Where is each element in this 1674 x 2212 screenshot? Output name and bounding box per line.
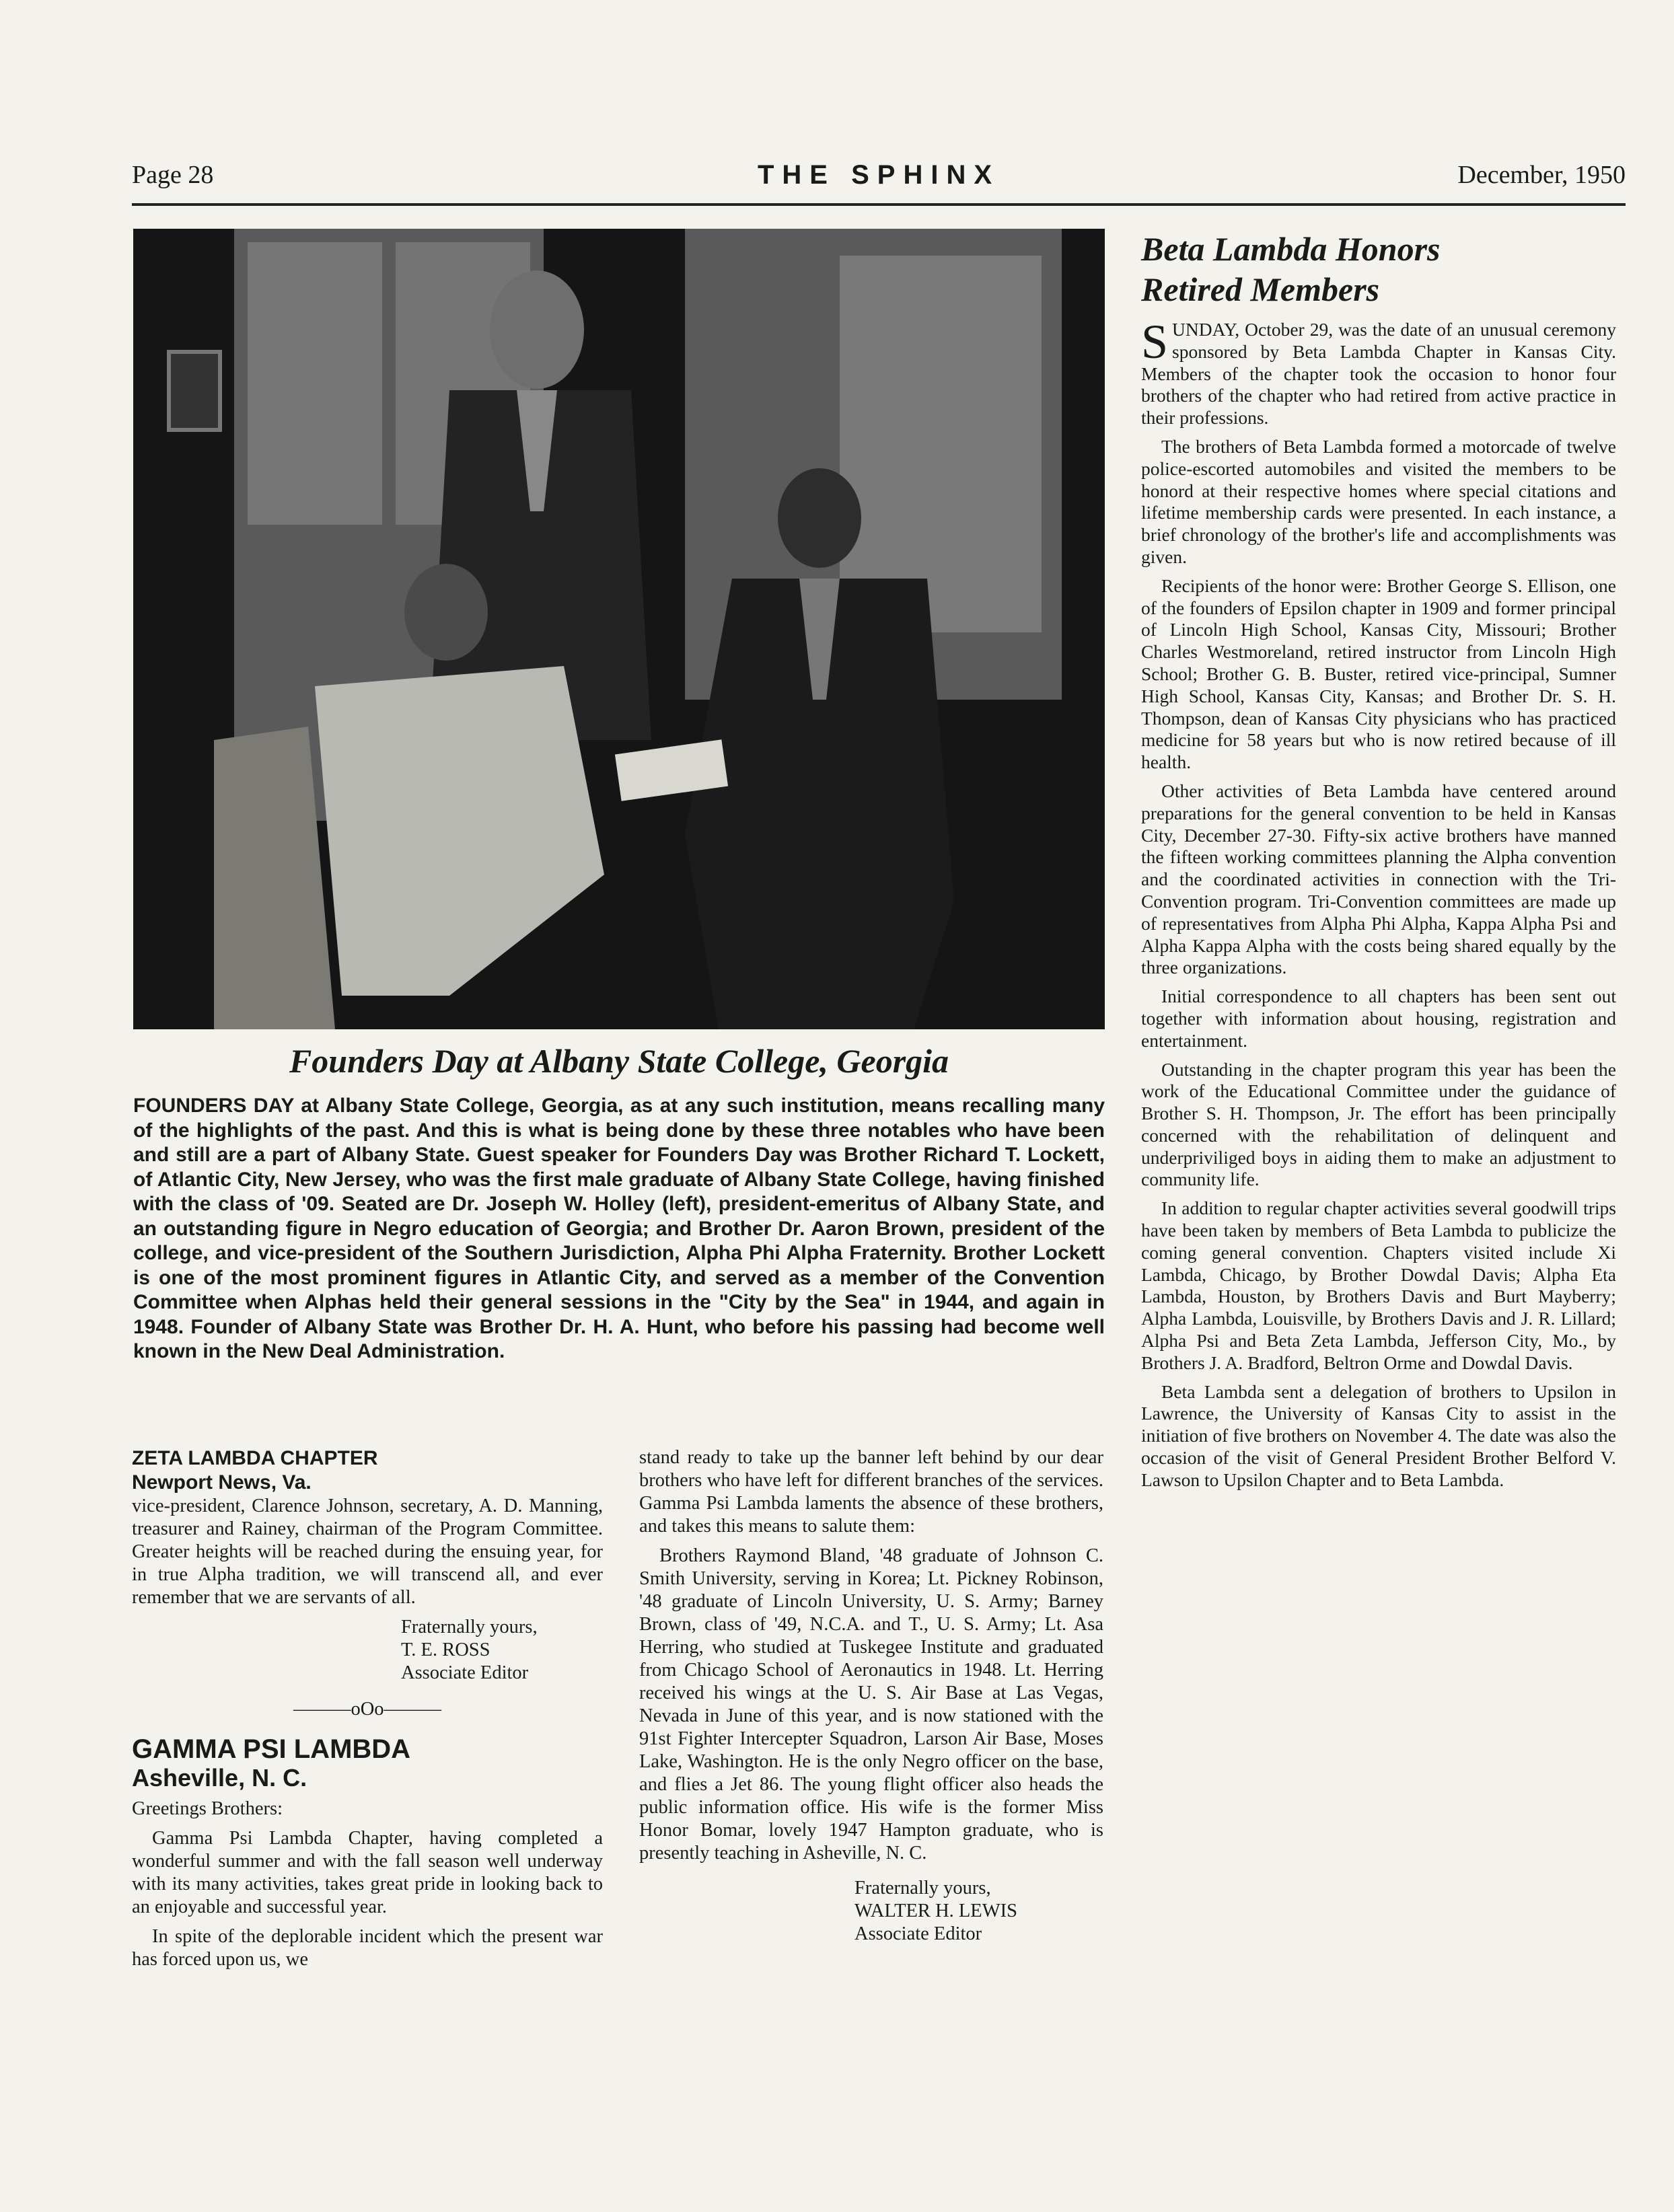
section-separator: ———oOo———: [293, 1699, 442, 1720]
zeta-body: vice-president, Clarence Johnson, secretary, A. D. Manning, treasurer and Rainey, chairman of the Program Committee. Greater heights will be reached during the ensuing year, for in true Alpha tradition, we will transcend all, and ever remember that we are servants of all.: [132, 1496, 603, 1608]
beta-paragraph-1: [1141, 315, 1616, 429]
photo-caption-title: Founders Day at Albany State College, Georgia: [289, 1042, 949, 1080]
beta-title-line-2: Retired Members: [1141, 270, 1380, 308]
gamma-location: Asheville, N. C.: [132, 1764, 307, 1792]
beta-paragraph-5: Initial correspondence to all chapters has been sent out together with information about housing, registration and entertainment.: [1141, 986, 1616, 1051]
gamma-sign-title: Associate Editor: [854, 1923, 982, 1944]
publication-title: THE SPHINX: [757, 160, 1000, 190]
gamma-heading: GAMMA PSI LAMBDA: [132, 1734, 411, 1764]
beta-paragraph-8: Beta Lambda sent a delegation of brothers to Upsilon in Lawrence, the University of Kansas City to assist in the initiation of five brothers on November 4. The date was also the occasion of the visit of General President Brother Belford V. Lawson to Upsilon Chapter and to Beta Lambda.: [1141, 1380, 1616, 1490]
beta-paragraph-6: Outstanding in the chapter program this year has been the work of the Educational Committee under the guidance of Brother S. H. Thompson, Jr. The effort has been principally concerned with the rehabilitation of delinquent and underpriviliged boys in aiding them to make an adjustment to community life.: [1141, 1058, 1616, 1190]
beta-paragraph-4: Other activities of Beta Lambda have centered around preparations for the general convention to be held in Kansas City, December 27-30. Fifty-six active brothers have manned the fifteen working committees planning the Alpha convention and the coordinated activities in connection with the Tri-Convention program. Tri-Convention committees are made up of representatives from Alpha Phi Alpha, Kappa Alpha Psi and Alpha Kappa Alpha with the costs being shared equally by the three organizations.: [1141, 780, 1616, 978]
beta-paragraph-2: The brothers of Beta Lambda formed a motorcade of twelve police-escorted automobiles and visited the members to be honord at their respective homes where special citations and lifetime membership cards were presented. In each instance, a brief chronology of the brother's life and accomplishments was given.: [1141, 435, 1616, 567]
zeta-location: Newport News, Va.: [132, 1471, 312, 1494]
photo-caption-body: FOUNDERS DAY at Albany State College, Georgia, as at any such institution, means recalling many of the highlights of the past. And this is what is being done by these three notables who have been and still are a part of Albany State. Guest speaker for Founders Day was Brother Richard T. Lockett, of Atlantic City, New Jersey, who was the first male graduate of Albany State College, having finished with the class of '09. Seated are Dr. Joseph W. Holley (left), president-emeritus of Albany State, and an outstanding figure in Negro education of Georgia; and Brother Dr. Aaron Brown, president of the college, and vice-president of the Southern Jurisdiction, Alpha Phi Alpha Fraternity. Brother Lockett is one of the most prominent figures in Atlantic City, and served as a member of the Convention Committee when Alphas held their general sessions in the "City by the Sea" in 1944, and again in 1948. Founder of Albany State was Brother Dr. H. A. Hunt, who before his passing had become well known in the New Deal Administration.: [133, 1095, 1105, 1362]
gamma-sign-name: WALTER H. LEWIS: [854, 1901, 1017, 1921]
column-right: [1141, 229, 1616, 1498]
gamma-paragraph-1: Gamma Psi Lambda Chapter, having completed a wonderful summer and with the fall season well underway with its many activities, takes great pride in looking back to an enjoyable and successful year.: [132, 1828, 603, 1917]
column-middle: [639, 1446, 1103, 1946]
gamma-greeting: Greetings Brothers:: [132, 1798, 283, 1819]
gamma-paragraph-2: In spite of the deplorable incident which the present war has forced upon us, we: [132, 1926, 603, 1970]
zeta-sign-name: T. E. ROSS: [401, 1639, 490, 1660]
zeta-sign-title: Associate Editor: [401, 1662, 529, 1683]
zeta-heading: ZETA LAMBDA CHAPTER: [132, 1447, 378, 1469]
header-rule: [132, 203, 1626, 206]
beta-title: [1141, 229, 1616, 309]
gamma-paragraph-3: stand ready to take up the banner left behind by our dear brothers who have left for different branches of the services. Gamma Psi Lambda laments the absence of these brothers, and takes this means to salute them:: [639, 1447, 1103, 1537]
column-left: [132, 1446, 603, 1978]
gamma-sign-closing: Fraternally yours,: [854, 1878, 991, 1898]
drop-cap: S: [1141, 315, 1169, 369]
gamma-paragraph-4: Brothers Raymond Bland, '48 graduate of Johnson C. Smith University, serving in Korea; Lt. Pickney Robinson, '48 graduate of Lincoln University, U. S. Army; Barney Brown, class of '49, N.C.A. and T., U. S. Army; Lt. Asa Herring, who studied at Tuskegee Institute and graduated from Chicago School of Aeronautics in 1948. Lt. Herring received his wings at the U. S. Air Base at Las Vegas, Nevada in June of this year, and is now stationed with the 91st Fighter Intercepter Squadron, Larson Air Base, Moses Lake, Washington. He is the only Negro officer on the base, and flies a Jet 86. The young flight officer also heads the public information office. His wife is the former Miss Honor Bomar, lovely 1947 Hampton graduate, who is presently teaching in Asheville, N. C.: [639, 1545, 1103, 1864]
issue-date: December, 1950: [1457, 161, 1626, 189]
beta-paragraph-1-text: UNDAY, October 29, was the date of an unusual ceremony sponsored by Beta Lambda Chapter in Kansas City. Members of the chapter took the occasion to honor four brothers of the chapter who had retired from active practice in their professions.: [1141, 319, 1616, 429]
zeta-sign-closing: Fraternally yours,: [401, 1617, 538, 1637]
page-number: Page 28: [132, 161, 214, 189]
founders-day-photo: [133, 229, 1105, 1029]
beta-paragraph-7: In addition to regular chapter activities several goodwill trips have been taken by members of Beta Lambda to publicize the coming general convention. Chapters visited include Xi Lambda, Chicago, by Brother Dowdal Davis; Alpha Eta Lambda, Houston, by Brothers Davis and Burt Mayberry; Alpha Lambda, Louisville, by Brothers Davis and J. R. Lillard; Alpha Psi and Beta Zeta Lambda, Jefferson City, Mo., by Brothers J. A. Bradford, Beltron Orme and Dowdal Davis.: [1141, 1197, 1616, 1373]
beta-paragraph-3: Recipients of the honor were: Brother George S. Ellison, one of the founders of Epsilon chapter in 1909 and former principal of Lincoln High School, Kansas City, Missouri; Brother Charles Westmoreland, retired instructor from Lincoln High School; Brother G. B. Buster, retired vice-principal, Sumner High School, Kansas City, Kansas; and Brother Dr. S. H. Thompson, dean of Kansas City physicians who has practiced medicine for 58 years but who is now retired because of ill health.: [1141, 575, 1616, 773]
page-header: [132, 160, 1626, 203]
beta-title-line-1: Beta Lambda Honors: [1141, 230, 1441, 268]
